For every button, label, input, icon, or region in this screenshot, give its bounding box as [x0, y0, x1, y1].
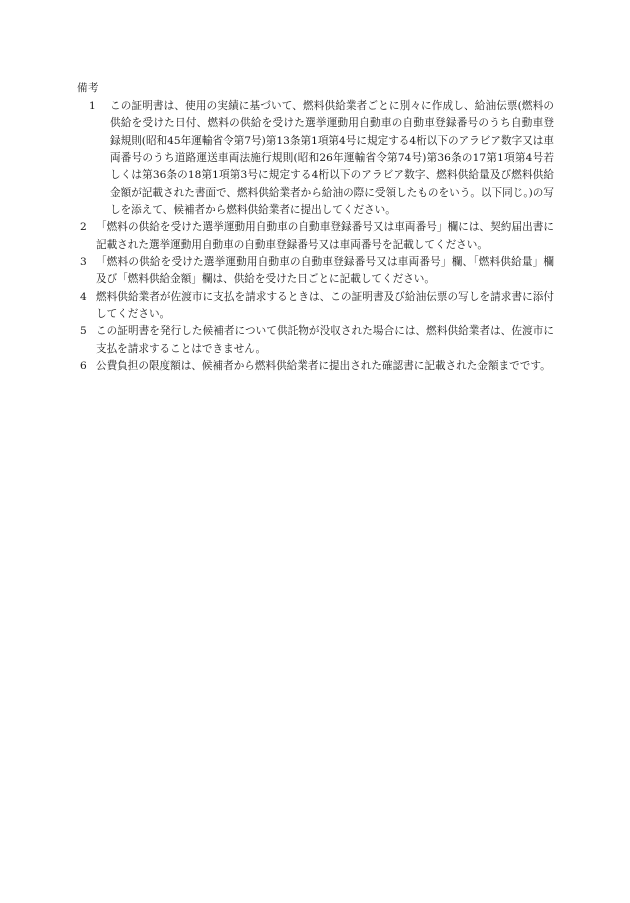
remark-text: この証明書は、使用の実績に基づいて、燃料供給業者ごとに別々に作成し、給油伝票(燃料の供給を受けた日付、燃料の供給を受けた選挙運動用自動車の自動車登録番号のうち自動車登録規則(昭和45年運輸省令第7号)第13条第1項第4号に規定する4桁以下のアラビア数字又は車両番号のうち道路運送車両法施行規則(昭和26年運輸省令第74号)第36条の17第1項第4号若しくは第36条の18第1項第3号に規定する4桁以下のアラビア数字、燃料供給量及び燃料供給金額が記載された書面で、燃料供給業者から給油の際に受領したものをいう。以下同じ。)の写しを添えて、候補者から燃料供給業者に提出してください。	[110, 100, 554, 217]
remark-number: 6	[80, 360, 87, 373]
remark-item-3	[80, 254, 554, 289]
remark-text: 「燃料の供給を受けた選挙運動用自動車の自動車登録番号又は車両番号」欄には、契約届出書に記載された選挙運動用自動車の自動車登録番号又は車両番号を記載してください。	[96, 221, 554, 251]
remark-number: 1	[89, 100, 96, 112]
remark-text: 燃料供給業者が佐渡市に支払を請求するときは、この証明書及び給油伝票の写しを請求書に添付してください。	[96, 290, 554, 321]
remark-item-1	[80, 98, 554, 219]
remark-item-4	[80, 289, 554, 324]
remarks-list	[80, 98, 554, 376]
remark-item-2	[80, 219, 554, 254]
remark-text: この証明書を発行した候補者について供託物が没収された場合には、燃料供給業者は、佐渡市に支払を請求することはできません。	[96, 325, 554, 355]
remarks-heading: 備考	[77, 82, 99, 94]
remark-text: 「燃料の供給を受けた選挙運動用自動車の自動車登録番号又は車両番号」欄、「燃料供給量」欄及び「燃料供給金額」欄は、供給を受けた日ごとに記載してください。	[96, 256, 554, 286]
remark-item-5	[80, 323, 554, 358]
remark-item-6	[80, 358, 554, 375]
remark-number: 4	[80, 290, 87, 303]
remark-number: 5	[80, 325, 87, 338]
remark-text: 公費負担の限度額は、候補者から燃料供給業者に提出された確認書に記載された金額までです。	[96, 360, 551, 373]
remark-number: 2	[80, 221, 87, 234]
remark-number: 3	[80, 256, 87, 269]
